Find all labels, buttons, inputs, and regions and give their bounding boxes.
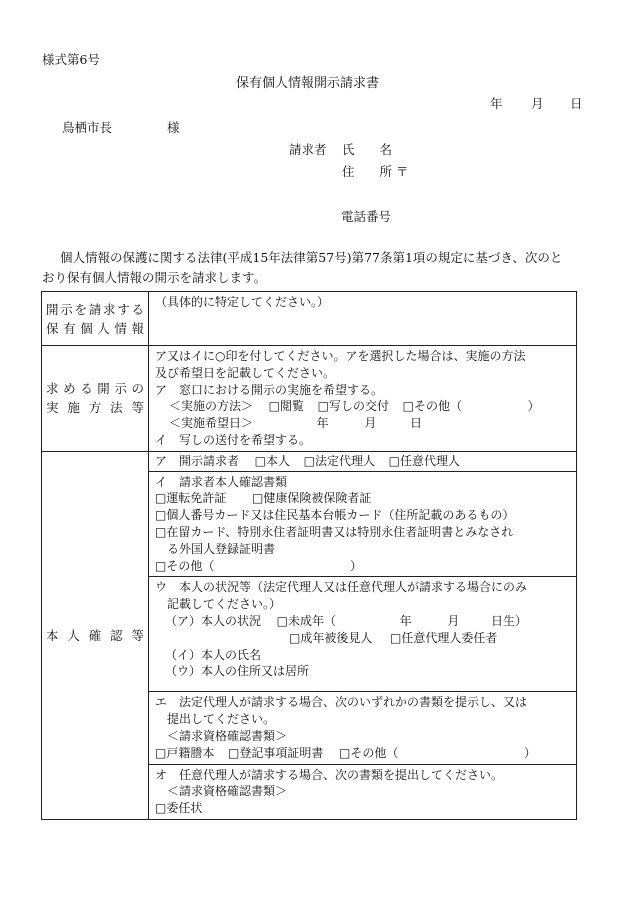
voluntary-rep-subhead: ＜請求資格確認書類＞ — [167, 784, 288, 799]
disclosure-method-label-line2: 実施方法等 — [46, 400, 144, 416]
form-number: 様式第6号 — [42, 52, 100, 67]
section-e — [149, 691, 576, 763]
requester-self-checkbox[interactable]: □本人 — [254, 453, 291, 468]
requested-info-note: （具体的に特定してください。） — [155, 295, 330, 309]
power-of-attorney-checkbox[interactable]: □委任状 — [155, 801, 203, 816]
disclosure-method-label-line1: 求める開示の — [46, 381, 144, 397]
requested-info-label-line2: 保有個人情報 — [46, 320, 144, 336]
requester-type-head: ア 開示請求者 — [155, 453, 240, 468]
id-docs-head: イ 請求者本人確認書類 — [155, 474, 288, 489]
voluntary-rep-head: オ 任意代理人が請求する場合、次の書類を提出してください。 — [155, 767, 504, 782]
method-instruction-line-2: 及び希望日を記載してください。 — [155, 365, 336, 380]
requested-info-label — [42, 292, 149, 346]
residence-card-cont: る外国人登録証明書 — [167, 541, 276, 556]
adult-ward-checkbox[interactable]: □成年被後見人 — [289, 630, 373, 645]
residence-card-checkbox[interactable]: □在留カード、特別永住者証明書又は特別永住者証明書とみなされ — [155, 524, 514, 539]
method-instruction-line-1: ア又はイに○印を付してください。アを選択した場合は、実施の方法 — [155, 349, 526, 363]
legal-other-close: ） — [524, 745, 537, 760]
name-field-label: 氏 名 — [342, 142, 393, 157]
id-other-checkbox[interactable]: □その他（ — [155, 558, 215, 573]
addressee-honorific: 様 — [167, 120, 180, 135]
row-requested-info — [42, 292, 577, 346]
status-head-1: ウ 本人の状況等（法定代理人又は任意代理人が請求する場合にのみ — [155, 580, 528, 595]
drivers-license-checkbox[interactable]: □運転免許証 — [155, 491, 227, 506]
disclosure-method-field — [149, 346, 577, 452]
birth-day: 日生） — [491, 613, 528, 628]
section-o — [149, 764, 576, 819]
option-a-window[interactable]: ア 窓口における開示の実施を希望する。 — [155, 382, 384, 397]
addressee-name: 鳥栖市長 — [62, 120, 113, 135]
minor-checkbox[interactable]: □未成年（ — [276, 613, 337, 628]
date-wish-year: 年 — [316, 416, 329, 431]
family-register-checkbox[interactable]: □戸籍謄本 — [155, 745, 215, 760]
requested-info-field[interactable] — [149, 292, 577, 346]
principal-address-item: （ウ）本人の住所又は居所 — [165, 664, 310, 679]
identity-check-label — [42, 451, 149, 819]
legal-rep-subhead: ＜請求資格確認書類＞ — [167, 728, 288, 743]
birth-year: 年 — [399, 613, 412, 628]
option-i-mail[interactable]: イ 写しの送付を希望する。 — [155, 432, 312, 447]
legal-other-checkbox[interactable]: □その他（ — [339, 745, 399, 760]
date-year-label: 年 — [490, 96, 503, 111]
section-a — [149, 452, 576, 471]
identity-check-field — [149, 451, 577, 819]
date-wish-day: 日 — [410, 416, 423, 431]
method-date-line — [155, 415, 572, 432]
row-identity-check — [42, 451, 577, 819]
date-day-label: 日 — [570, 96, 583, 111]
phone-field-label: 電話番号 — [341, 209, 392, 224]
document-title: 保有個人情報開示請求書 — [236, 76, 380, 91]
birth-month: 月 — [447, 613, 460, 628]
voluntary-principal-checkbox[interactable]: □任意代理人委任者 — [390, 630, 498, 645]
intro-line-2: おり保有個人情報の開示を請求します。 — [42, 270, 267, 285]
principal-name-item: （イ）本人の氏名 — [165, 647, 262, 662]
legal-rep-head-2: 提出してください。 — [167, 712, 276, 727]
method-options-line — [155, 398, 572, 415]
section-u — [149, 576, 576, 691]
opt-other-checkbox[interactable]: □その他（ — [402, 399, 463, 414]
requester-legal-rep-checkbox[interactable]: □法定代理人 — [303, 453, 376, 468]
requester-label: 請求者 — [289, 142, 327, 157]
request-form-table — [41, 291, 577, 820]
intro-paragraph — [42, 248, 587, 288]
legal-rep-head-1: エ 法定代理人が請求する場合、次のいずれかの書類を提示し、又は — [155, 695, 528, 710]
health-insurance-checkbox[interactable]: □健康保険被保険者証 — [252, 491, 372, 506]
opt-copy-checkbox[interactable]: □写しの交付 — [317, 399, 390, 414]
opt-view-checkbox[interactable]: □閲覧 — [268, 399, 305, 414]
identity-check-label-text: 本人確認等 — [46, 627, 144, 643]
date-wish-label: ＜実施希望日＞ — [169, 416, 254, 431]
status-head-2: 記載してください。） — [167, 597, 282, 612]
mynumber-card-checkbox[interactable]: □個人番号カード又は住民基本台帳カード（住所記載のあるもの） — [155, 508, 515, 523]
status-label: （ア）本人の状況 — [165, 613, 262, 628]
id-other-close: ） — [350, 558, 363, 573]
method-label: ＜実施の方法＞ — [169, 399, 254, 414]
registry-cert-checkbox[interactable]: □登記事項証明書 — [228, 745, 324, 760]
address-field-label: 住 所 — [342, 164, 393, 179]
postal-mark: 〒 — [396, 164, 409, 179]
opt-other-close: ） — [527, 399, 540, 414]
intro-line-1: 個人情報の保護に関する法律(平成15年法律第57号)第77条第1項の規定に基づき、次のと — [60, 250, 563, 265]
date-month-label: 月 — [531, 96, 544, 111]
date-wish-month: 月 — [364, 416, 377, 431]
section-i — [149, 471, 576, 577]
requested-info-label-line1: 開示を請求する — [46, 301, 144, 317]
requester-voluntary-rep-checkbox[interactable]: □任意代理人 — [388, 453, 461, 468]
row-disclosure-method — [42, 346, 577, 452]
disclosure-method-label — [42, 346, 149, 452]
